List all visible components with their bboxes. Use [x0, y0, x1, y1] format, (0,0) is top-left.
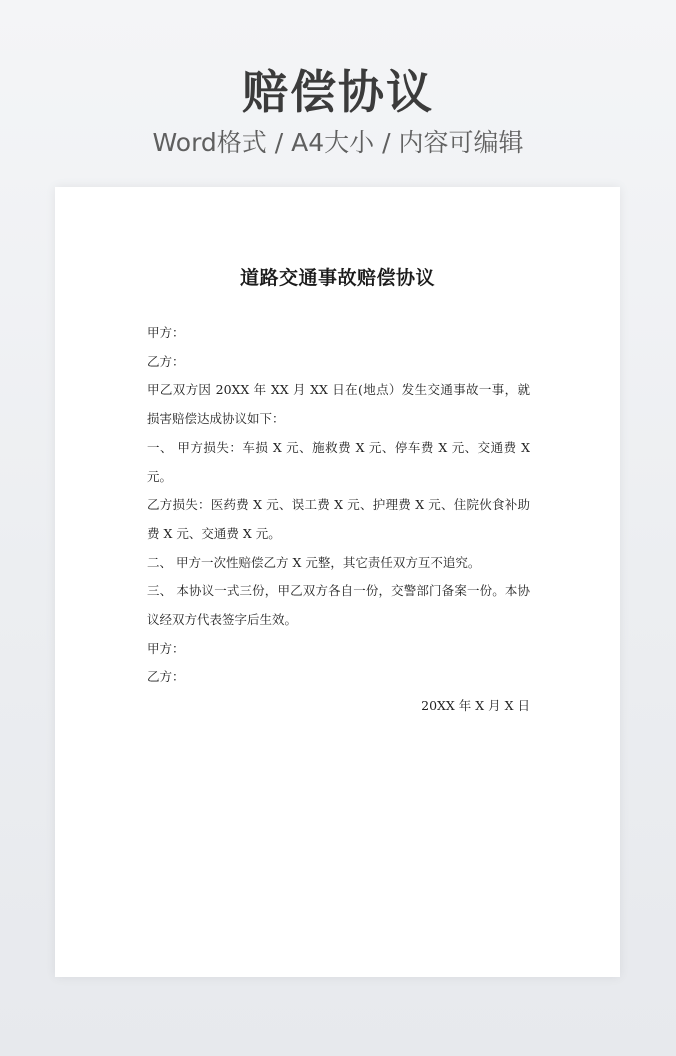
- document-body: [147, 319, 530, 721]
- document-page: [55, 187, 620, 977]
- document-title: 道路交通事故赔偿协议: [239, 267, 435, 289]
- page-title: 赔偿协议: [242, 65, 434, 119]
- intro-paragraph: 甲乙双方因 20XX 年 XX 月 XX 日在(地点）发生交通事故一事，就损害赔偿达成协议如下：: [147, 382, 530, 427]
- party-b-line: 乙方：: [147, 353, 185, 369]
- clause-1: 一、 甲方损失：车损 X 元、施救费 X 元、停车费 X 元、交通费 X 元。: [147, 439, 530, 484]
- page-subtitle: Word格式 / A4大小 / 内容可编辑: [152, 128, 524, 157]
- party-a-signature-line: 甲方：: [147, 640, 185, 656]
- page-header: [0, 62, 676, 160]
- signature-date: 20XX 年 X 月 X 日: [421, 698, 530, 714]
- clause-2: 二、 甲方一次性赔偿乙方 X 元整，其它责任双方互不追究。: [147, 554, 481, 570]
- party-a-line: 甲方：: [147, 325, 185, 340]
- party-b-signature-line: 乙方：: [147, 669, 185, 685]
- clause-3: 三、 本协议一式三份，甲乙双方各自一份，交警部门备案一份。本协议经双方代表签字后生效。: [147, 583, 530, 628]
- clause-1-continued: 乙方损失：医药费 X 元、误工费 X 元、护理费 X 元、住院伙食补助费 X 元、交通费 X 元。: [147, 497, 530, 541]
